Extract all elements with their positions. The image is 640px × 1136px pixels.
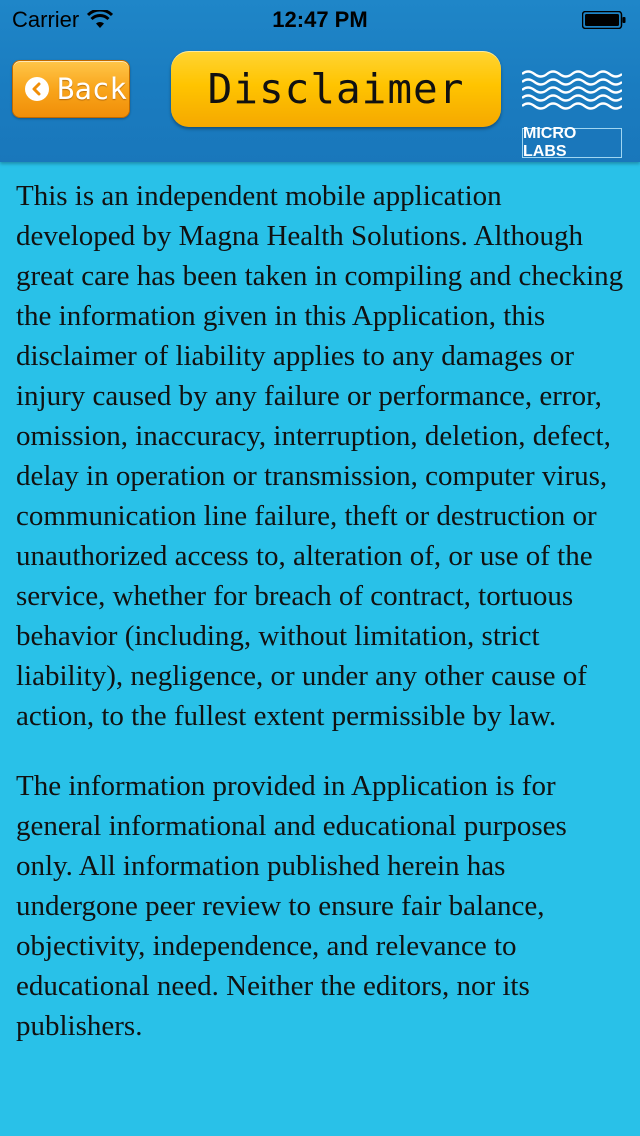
logo-text: MICRO LABS [523, 125, 577, 160]
back-button-label: Back [57, 72, 127, 106]
status-bar [0, 0, 640, 40]
micro-labs-logo [520, 68, 624, 160]
header-bar [0, 0, 640, 162]
page-title: Disclaimer [207, 65, 465, 113]
back-button[interactable] [12, 60, 130, 118]
carrier-label: Carrier [12, 7, 80, 32]
disclaimer-paragraph: The information provided in Application is for general informational and educational purposes only. All information published herein has undergone peer review to ensure fair balance, objectivity, independence, and relevance to educational need. Neither the editors, nor its publishers. [16, 770, 567, 1042]
disclaimer-body [16, 176, 626, 1076]
status-time: 12:47 PM [272, 7, 368, 32]
logo-label-box [522, 125, 622, 160]
logo-waves-icon [522, 68, 622, 120]
battery-icon [582, 11, 626, 29]
disclaimer-paragraph: This is an independent mobile application developed by Magna Health Solutions. Although great care has been taken in compiling and checking the information given in this Application, this disclaimer of liability applies to any damages or injury caused by any failure or performance, error, omission, inaccuracy, interruption, deletion, defect, delay in operation or transmission, computer virus, communication line failure, theft or destruction or unauthorized access to, alteration of, or use of the service, whether for breach of contract, tortuous behavior (including, without limitation, strict liability), negligence, or under any other cause of action, to the fullest extent permissible by law. [16, 180, 624, 732]
title-banner [171, 51, 501, 127]
chevron-left-icon [25, 77, 49, 101]
